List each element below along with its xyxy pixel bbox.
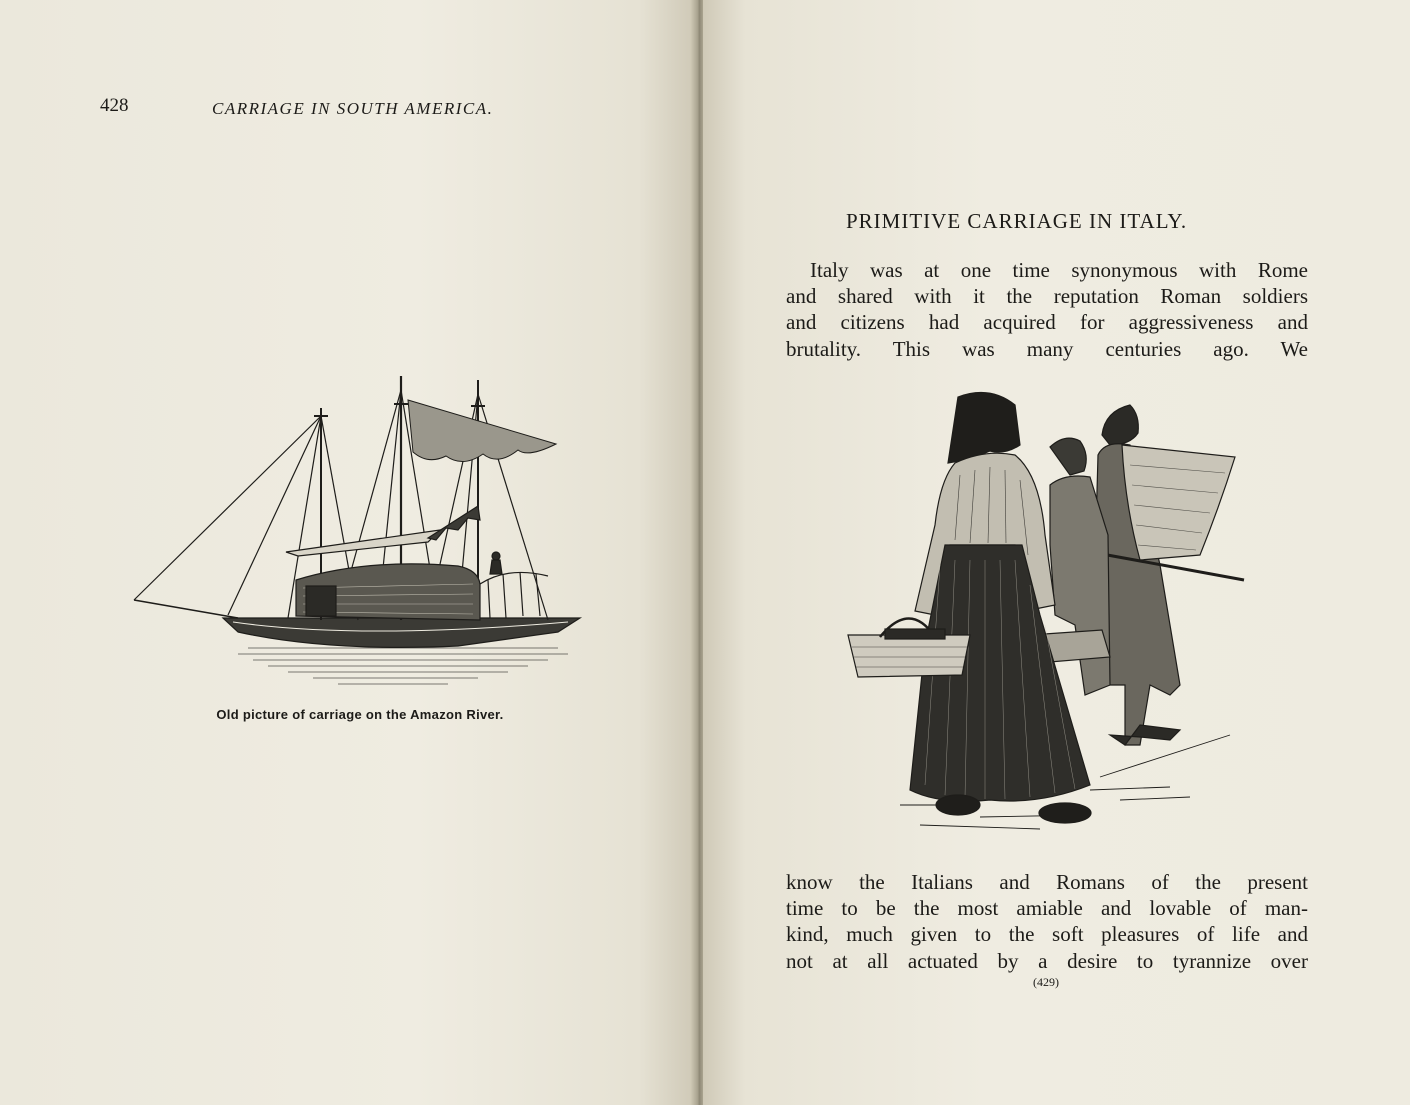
figure-caption: Old picture of carriage on the Amazon River.	[216, 707, 504, 722]
text-line: and citizens had acquired for aggressiveness and	[786, 310, 1308, 335]
chapter-title: PRIMITIVE CARRIAGE IN ITALY.	[846, 209, 1188, 233]
paragraph-bottom	[786, 869, 1308, 974]
text-line: not at all actuated by a desire to tyrannize over	[786, 948, 1308, 973]
text-line: know the Italians and Romans of the present	[786, 870, 1308, 894]
paragraph-top	[786, 257, 1308, 362]
page-number: (429)	[1033, 975, 1059, 989]
text-line: Italy was at one time synonymous with Rome	[810, 258, 1308, 282]
text-line: brutality. This was many centuries ago. We	[786, 336, 1308, 361]
page-number: 428	[100, 95, 129, 116]
italian-peasants-illustration	[840, 385, 1260, 845]
text-line: kind, much given to the soft pleasures of life and	[786, 922, 1308, 947]
left-page	[0, 0, 694, 1105]
text-line: time to be the most amiable and lovable of man-	[786, 896, 1308, 921]
text-line: and shared with it the reputation Roman soldiers	[786, 284, 1308, 309]
amazon-boat-illustration	[128, 370, 588, 700]
running-head: CARRIAGE IN SOUTH AMERICA.	[212, 99, 494, 118]
